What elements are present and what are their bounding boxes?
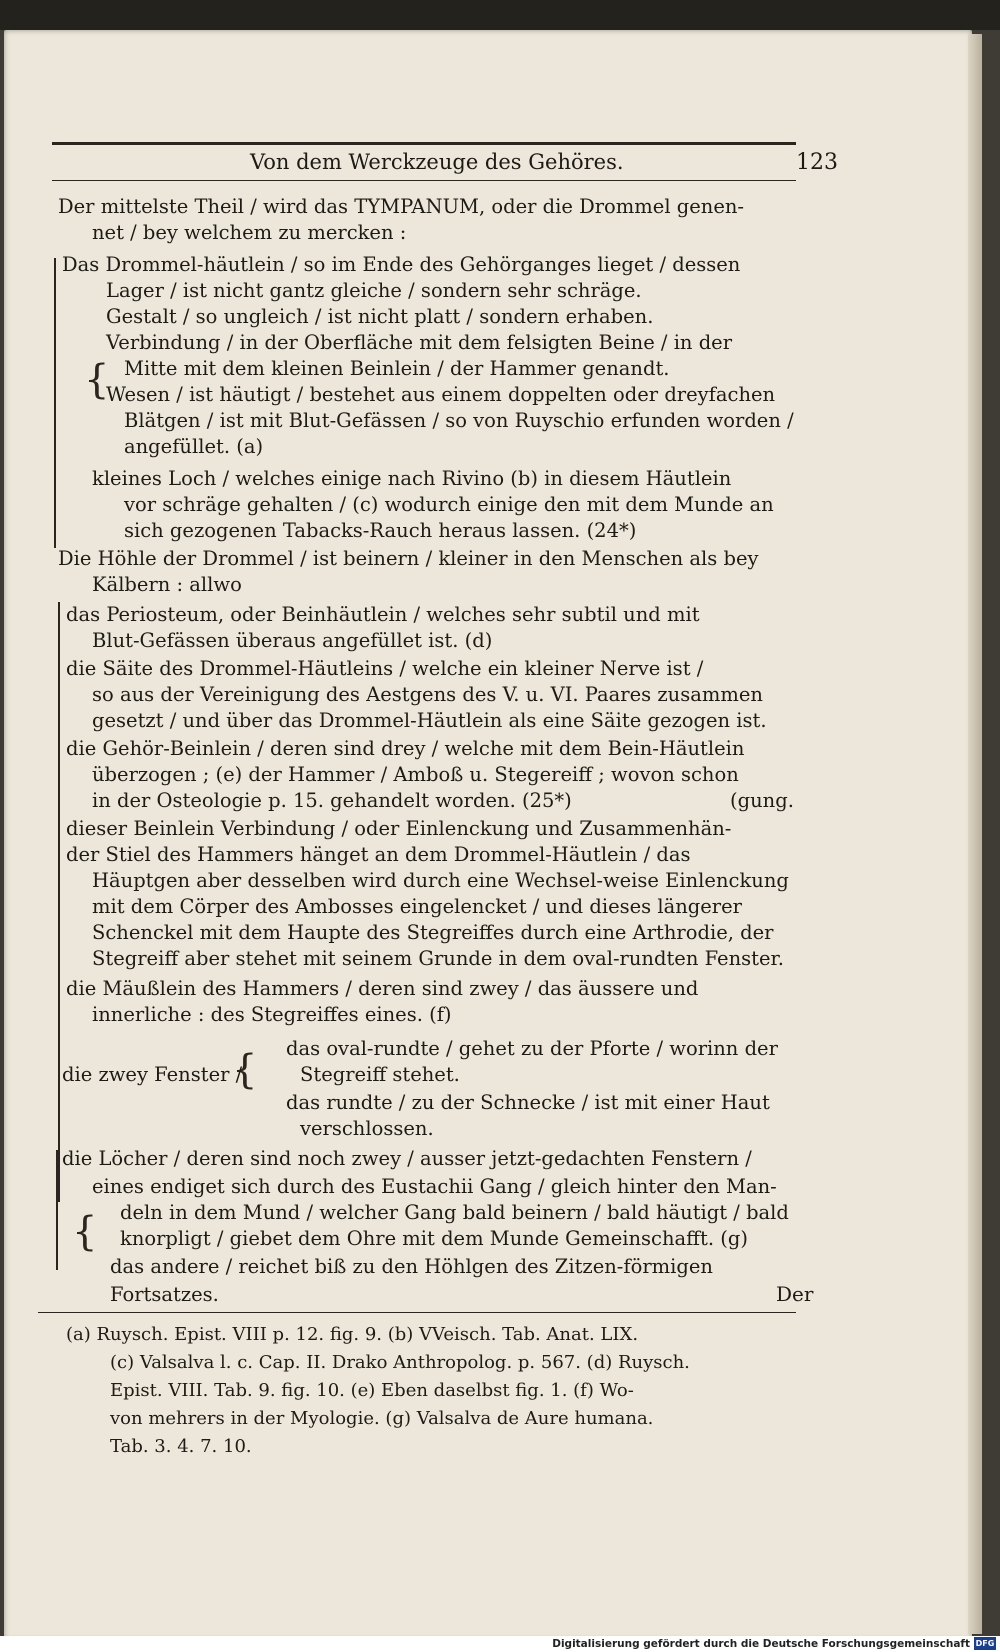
text-line: die Gehör-Beinlein / deren sind drey / welche mit dem Bein-Häutlein: [66, 737, 745, 760]
text-line: Lager / ist nicht gantz gleiche / sondern sehr schräge.: [106, 279, 642, 302]
text-line: Blut-Gefässen überaus angefüllet ist. (d): [92, 629, 493, 652]
text-line: das oval-rundte / gehet zu der Pforte / worinn der: [286, 1037, 778, 1060]
text-line: mit dem Cörper des Ambosses eingelencket / und dieses längerer: [92, 895, 742, 918]
text-line: das Periosteum, oder Beinhäutlein / welches sehr subtil und mit: [66, 603, 700, 626]
text-line: die Löcher / deren sind noch zwey / ausser jetzt-gedachten Fenstern /: [62, 1147, 752, 1170]
header-underline: [52, 180, 796, 181]
text-line: Stegreiff stehet.: [300, 1063, 460, 1086]
text-line: innerliche : des Stegreiffes eines. (f): [92, 1003, 452, 1026]
text-line: vor schräge gehalten / (c) wodurch einige den mit dem Munde an: [124, 493, 774, 516]
bracket-loecher: [56, 1150, 58, 1270]
text-line: dieser Beinlein Verbindung / oder Einlenckung und Zusammenhän-: [66, 817, 732, 840]
text-line: der Stiel des Hammers hänget an dem Drommel-Häutlein / das: [66, 843, 691, 866]
scan-background-top: [0, 0, 1000, 30]
bracket-drommelhaeutlein: [54, 258, 56, 548]
text-line: Wesen / ist häutigt / bestehet aus einem doppelten oder dreyfachen: [106, 383, 776, 406]
text-line: Häuptgen aber desselben wird durch eine Wechsel-weise Einlenckung: [92, 869, 789, 892]
text-line: Gestalt / so ungleich / ist nicht platt / sondern erhaben.: [106, 305, 654, 328]
footnote-line: (c) Valsalva l. c. Cap. II. Drako Anthropolog. p. 567. (d) Ruysch.: [110, 1352, 690, 1373]
text-line: Mitte mit dem kleinen Beinlein / der Hammer genandt.: [124, 357, 670, 380]
brace-fenster: {: [232, 1047, 258, 1093]
text-line: net / bey welchem zu mercken :: [92, 221, 407, 244]
text-line: in der Osteologie p. 15. gehandelt worden. (25*): [92, 789, 572, 812]
header-rule: [52, 142, 796, 145]
text-line: (gung.: [730, 789, 794, 812]
text-line: die Mäußlein des Hammers / deren sind zwey / das äussere und: [66, 977, 699, 1000]
text-line: sich gezogenen Tabacks-Rauch heraus lassen. (24*): [124, 519, 637, 542]
text-line: Blätgen / ist mit Blut-Gefässen / so von Ruyschio erfunden worden /: [124, 409, 794, 432]
text-line: Stegreiff aber stehet mit seinem Grunde in dem oval-rundten Fenster.: [92, 947, 784, 970]
text-line: überzogen ; (e) der Hammer / Amboß u. Stegereiff ; wovon schon: [92, 763, 739, 786]
text-line: Der mittelste Theil / wird das TYMPANUM, oder die Drommel genen-: [58, 195, 745, 218]
brace-loecher: {: [72, 1209, 98, 1255]
text-line: Das Drommel-häutlein / so im Ende des Gehörganges lieget / dessen: [62, 253, 741, 276]
text-line: die zwey Fenster /: [62, 1063, 243, 1086]
catchword: Der: [776, 1282, 814, 1306]
footnote-rule: [38, 1312, 796, 1313]
footnote-line: (a) Ruysch. Epist. VIII p. 12. fig. 9. (b) VVeisch. Tab. Anat. LIX.: [66, 1324, 639, 1345]
text-line: Schenckel mit dem Haupte des Stegreiffes durch eine Arthrodie, der: [92, 921, 774, 944]
footnote-line: Epist. VIII. Tab. 9. fig. 10. (e) Eben daselbst fig. 1. (f) Wo-: [110, 1380, 634, 1401]
text-line: knorpligt / giebet dem Ohre mit dem Munde Gemeinschafft. (g): [120, 1227, 748, 1250]
text-line: Verbindung / in der Oberfläche mit dem felsigten Beine / in der: [106, 331, 733, 354]
text-line: deln in dem Mund / welcher Gang bald beinern / bald häutigt / bald: [120, 1201, 789, 1224]
text-line: Kälbern : allwo: [92, 573, 242, 596]
brace-drommelhaeutlein: {: [84, 357, 110, 403]
text-line: Die Höhle der Drommel / ist beinern / kleiner in den Menschen als bey: [58, 547, 759, 570]
page-edge: [968, 34, 982, 1634]
text-line: gesetzt / und über das Drommel-Häutlein als eine Säite gezogen ist.: [92, 709, 767, 732]
text-line: das rundte / zu der Schnecke / ist mit einer Haut: [286, 1091, 770, 1114]
text-line: die Säite des Drommel-Häutleins / welche ein kleiner Nerve ist /: [66, 657, 704, 680]
credit-text: Digitalisierung gefördert durch die Deutsche Forschungsgemeinschaft: [552, 1638, 970, 1650]
footnote-line: Tab. 3. 4. 7. 10.: [110, 1436, 252, 1457]
running-title: Von dem Werckzeuge des Gehöres.: [250, 150, 624, 174]
text-line: kleines Loch / welches einige nach Rivino (b) in diesem Häutlein: [92, 467, 732, 490]
page-number: 123: [796, 150, 838, 175]
dfg-logo: DFG: [975, 1639, 995, 1648]
text-line: angefüllet. (a): [124, 435, 264, 458]
footnote-line: von mehrers in der Myologie. (g) Valsalva de Aure humana.: [110, 1408, 654, 1429]
text-line: Fortsatzes.: [110, 1283, 219, 1306]
text-line: eines endiget sich durch des Eustachii Gang / gleich hinter den Man-: [92, 1175, 777, 1198]
text-line: das andere / reichet biß zu den Höhlgen des Zitzen-förmigen: [110, 1255, 713, 1278]
bracket-hoehle: [58, 602, 60, 1202]
text-line: verschlossen.: [300, 1117, 434, 1140]
text-line: so aus der Vereinigung des Aestgens des V. u. VI. Paares zusammen: [92, 683, 763, 706]
